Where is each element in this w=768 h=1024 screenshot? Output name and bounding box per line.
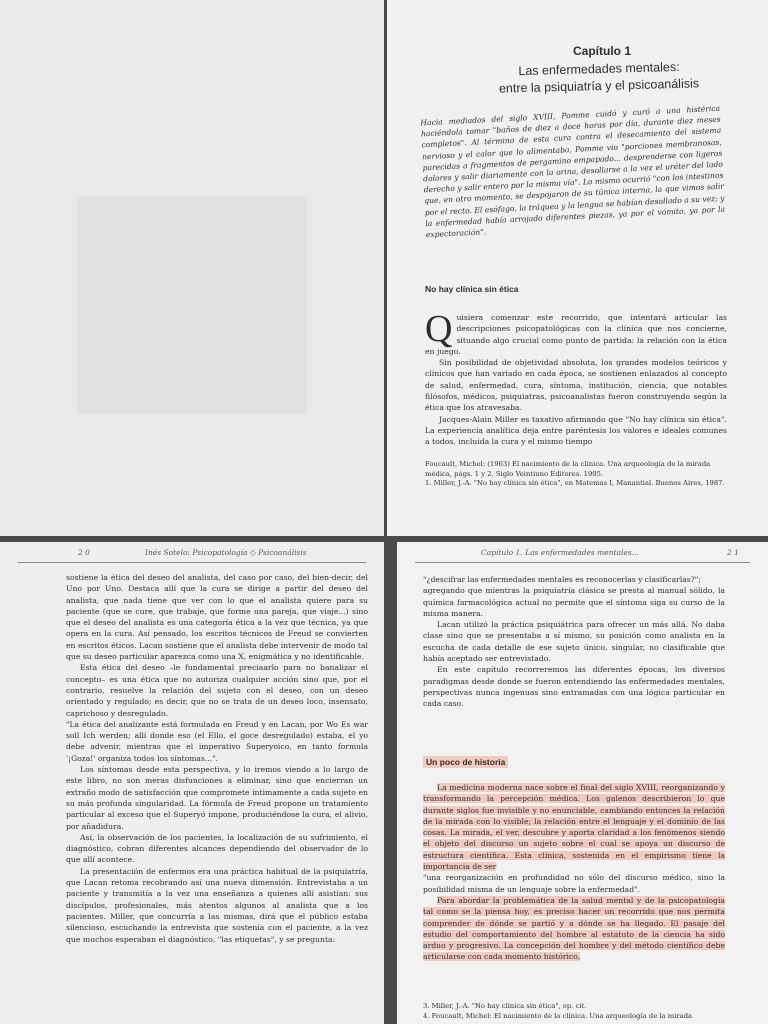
footnote: 4. Foucault, Michel: El nacimiento de la clínica. Una arqueología de la mirada	[423, 1011, 693, 1020]
block-quote: "¿descifrar las enfermedades mentales es reconocerlas y clasificarlas?";	[423, 575, 701, 584]
paragraph: Sin posibilidad de objetividad absoluta, los grandes modelos teóricos y clínicos que han variado en cada época, se sostienen enlazados al concepto de salud, enfermedad, cura, síntoma, institución, ciencia, que notables filósofos, médicos, psiquiatras, psicoanalistas fueron construyendo según la ética que los atravesaba.	[425, 358, 727, 413]
paragraph: uisiera comenzar este recorrido, que intentará articular las descripciones psicopatológicas con la clínica que nos concierne, situando algo crucial como punto de partida: la relación con la ética en juego.	[425, 313, 727, 356]
footnote: Foucault, Michel: (1963) El nacimiento de la clínica. Una arqueología de la mirada médica, págs. 1 y 2. Siglo Veintiuno Editores. 1995.	[425, 460, 711, 478]
page-21	[397, 542, 768, 1024]
running-header: Inés Sotelo: Psicopatología ◇ Psicoanálisis	[145, 548, 307, 557]
highlight: Para abordar la problemática de la salud mental y de la psicopatología tal como se la piensa hoy, es preciso hacer un recorrido que nos permita comprender de dónde se partió y a dónde se ha llegado. El pasaje del estudio del comportamiento del hombre al estatuto de la ciencia ha sido arduo y progresivo. La concepción del hombre y del método científico debe articularse con cada momento histórico,	[423, 895, 725, 962]
footnotes	[425, 460, 727, 489]
chapter-opening-page	[387, 0, 768, 536]
show-through-image	[77, 196, 307, 414]
paragraph-highlighted	[423, 895, 725, 963]
footnotes	[423, 1002, 725, 1021]
page-number: 2 0	[78, 548, 90, 557]
chapter-number: Capítulo 1	[572, 44, 631, 58]
block-quote: "La ética del analizante está formulada en Freud y en Lacan, por Wo Es war soll Ich werden; allí donde eso (el Ello, el goce desregulado) estaba, el yo debe advenir, mientras que el imperativo Superyoico, en tanto formula '¡Goza!' organiza todos los síntomas...".	[66, 719, 368, 763]
drop-cap: Q	[425, 308, 453, 350]
section-body	[425, 308, 727, 448]
blank-page	[0, 0, 384, 536]
paragraph: Jacques-Alain Miller es taxativo afirmando que "No hay clínica sin ética". La experiencia analítica deja entre paréntesis los valores e ideales comunes a todos, incluida la cura y el mismo tiempo	[425, 414, 727, 447]
footnote: 3. Miller, J.-A. "No hay clínica sin ética", op. cit.	[423, 1002, 587, 1010]
footnote: 1. Miller, J.-A. "No hay clínica sin ética", en Matemas I, Manantial. Buenos Aires, 1987.	[425, 479, 725, 487]
block-quote: "una reorganización en profundidad no sólo del discurso médico, sino la posibilidad misma de un lenguaje sobre la enfermedad".	[423, 873, 725, 894]
section-heading-historia: Un poco de historia	[423, 756, 508, 768]
chapter-title-line1: Las enfermedades mentales:	[518, 59, 680, 79]
paragraph: agregando que mientras la psiquiatría clásica se presta al manual sólido, la química farmacológica actual no permite que el síntoma siga su curso de la misma manera.	[423, 586, 725, 618]
highlight: La medicina moderna nace sobre el final del siglo XVIII, reorganizando y transformando la percepción médica. Los galenos describieron lo que durante siglos fue invisible y no enunciable, cambiando entonces la relación de la mirada con lo visible; la relación entre el lenguaje y el dominio de las cosas. La mirada, el ver, descubre y aporta claridad a los fenómenos siendo el objeto del discurso un sujeto sobre el cual se apoya un discurso de estructura científica. Esta clínica, sostenida en el empirismo tiene la importancia de ser	[423, 783, 725, 872]
page-body	[423, 574, 725, 710]
header-rule	[18, 562, 366, 563]
history-body	[423, 782, 725, 963]
page-body	[66, 572, 368, 945]
paragraph: La presentación de enfermos era una práctica habitual de la psiquiatría, que Lacan retoma recobrando así una nueva dimensión. Entrevistaba a un paciente y transmitía a la vez una enseñanza a quienes allí asistían: sus discípulos, profesionales, más atentos algunos al analista que a los pacientes. Miller, que concurría a las mismas, dirá que el público estaba silencioso, escuchando la entrevista que sostenía con el paciente, a la vez que muchos esperaban el diagnóstico, "las etiquetas", y se pregunta:	[66, 866, 368, 944]
paragraph: Lacan utilizó la práctica psiquiátrica para ofrecer un más allá. No daba clase sino que se presentaba a sí mismo, su posición como analista en la escucha de cada detalle de ese sujeto único, singular, no clasificable que había aceptado ser entrevistado.	[423, 620, 725, 664]
header-rule	[415, 562, 750, 563]
page-number: 2 1	[727, 548, 739, 557]
paragraph: sostiene la ética del deseo del analista, del caso por caso, del bien-decir, del Uno por Uno. Destaca allí que la cura se dirige a partir del deseo del analista, que nada tiene que ver con lo que el analista quiere para su paciente (que se cure, que trabaje, que forme una pareja, que viaje...) sino que el deseo del analista es una categoría ética a la vez que técnica, ya que opera en la cura. Así pensado, los escritos técnicos de Freud se convierten en escritos éticos. Lacan sostiene que el analista debe intervenir de modo tal que su deseo particular aparezca como una X, enigmática y no identificable.	[66, 573, 368, 662]
section-heading-etica: No hay clínica sin ética	[425, 284, 519, 294]
paragraph: Los síntomas desde esta perspectiva, y lo iremos viendo a lo largo de este libro, no son meras disfunciones a eliminar, sino que encierran un extraño modo de satisfacción que compromete íntimamente a cada sujeto en su más profunda singularidad. La fórmula de Freud propone un tratamiento particular al exceso que el Superyó impone, produciéndose la cura, el alivio, por añadidura.	[66, 765, 368, 831]
paragraph: Así, la observación de los pacientes, la localización de su sufrimiento, el diagnóstico, cobran diferentes alcances dependiendo del observador de lo que allí acontece.	[66, 832, 368, 865]
epigraph: Hacia mediados del siglo XVIII, Pomme cuidó y curó a una histérica haciéndola tomar "baños de diez a doce horas por día, durante diez meses completos". Al término de esta cura contra el desecamiento del sistema nervioso y el calor que lo alimentaba, Pomme vio "porciones membranosas, parecidas a fragmentos de pergamino empapado... desprenderse con ligeros dolores y salir diariamente con la orina, desollarse a la vez el uréter del lado derecho y salir entero por la misma vía". Lo mismo ocurrió "con los intestinos que, en otro momento, se despojaron de su túnica interna, la que vimos salir por el recto. El esófago, la tráquea y la lengua se habían desollado a su vez; y la enfermedad había arrojado diferentes piezas, ya por el vómito, ya por la expectoración".	[420, 103, 726, 240]
paragraph: Esta ética del deseo –le fundamental preciaarlo para no banalizar el concepto– es una ética que no autoriza cualquier acción sino que, por el contrario, resuelve la relación del sujeto con el deseo, con un deseo orientado y regulado; es decir, que no se trata de un deseo loco, insensato, caprichoso y desregulado.	[66, 663, 368, 718]
page-20	[0, 542, 384, 1024]
paragraph-highlighted	[423, 782, 725, 872]
paragraph: En este capítulo recorreremos las diferentes épocas, los diversos paradigmas desde donde se fueron entendiendo las enfermedades mentales, perspectivas nunca ingenuas sino entramadas con una lógica particular en cada caso.	[423, 665, 725, 709]
running-header: Capítulo 1. Las enfermedades mentales...	[481, 548, 639, 557]
chapter-title-line2: entre la psiquiatría y el psicoanálisis	[498, 76, 700, 96]
